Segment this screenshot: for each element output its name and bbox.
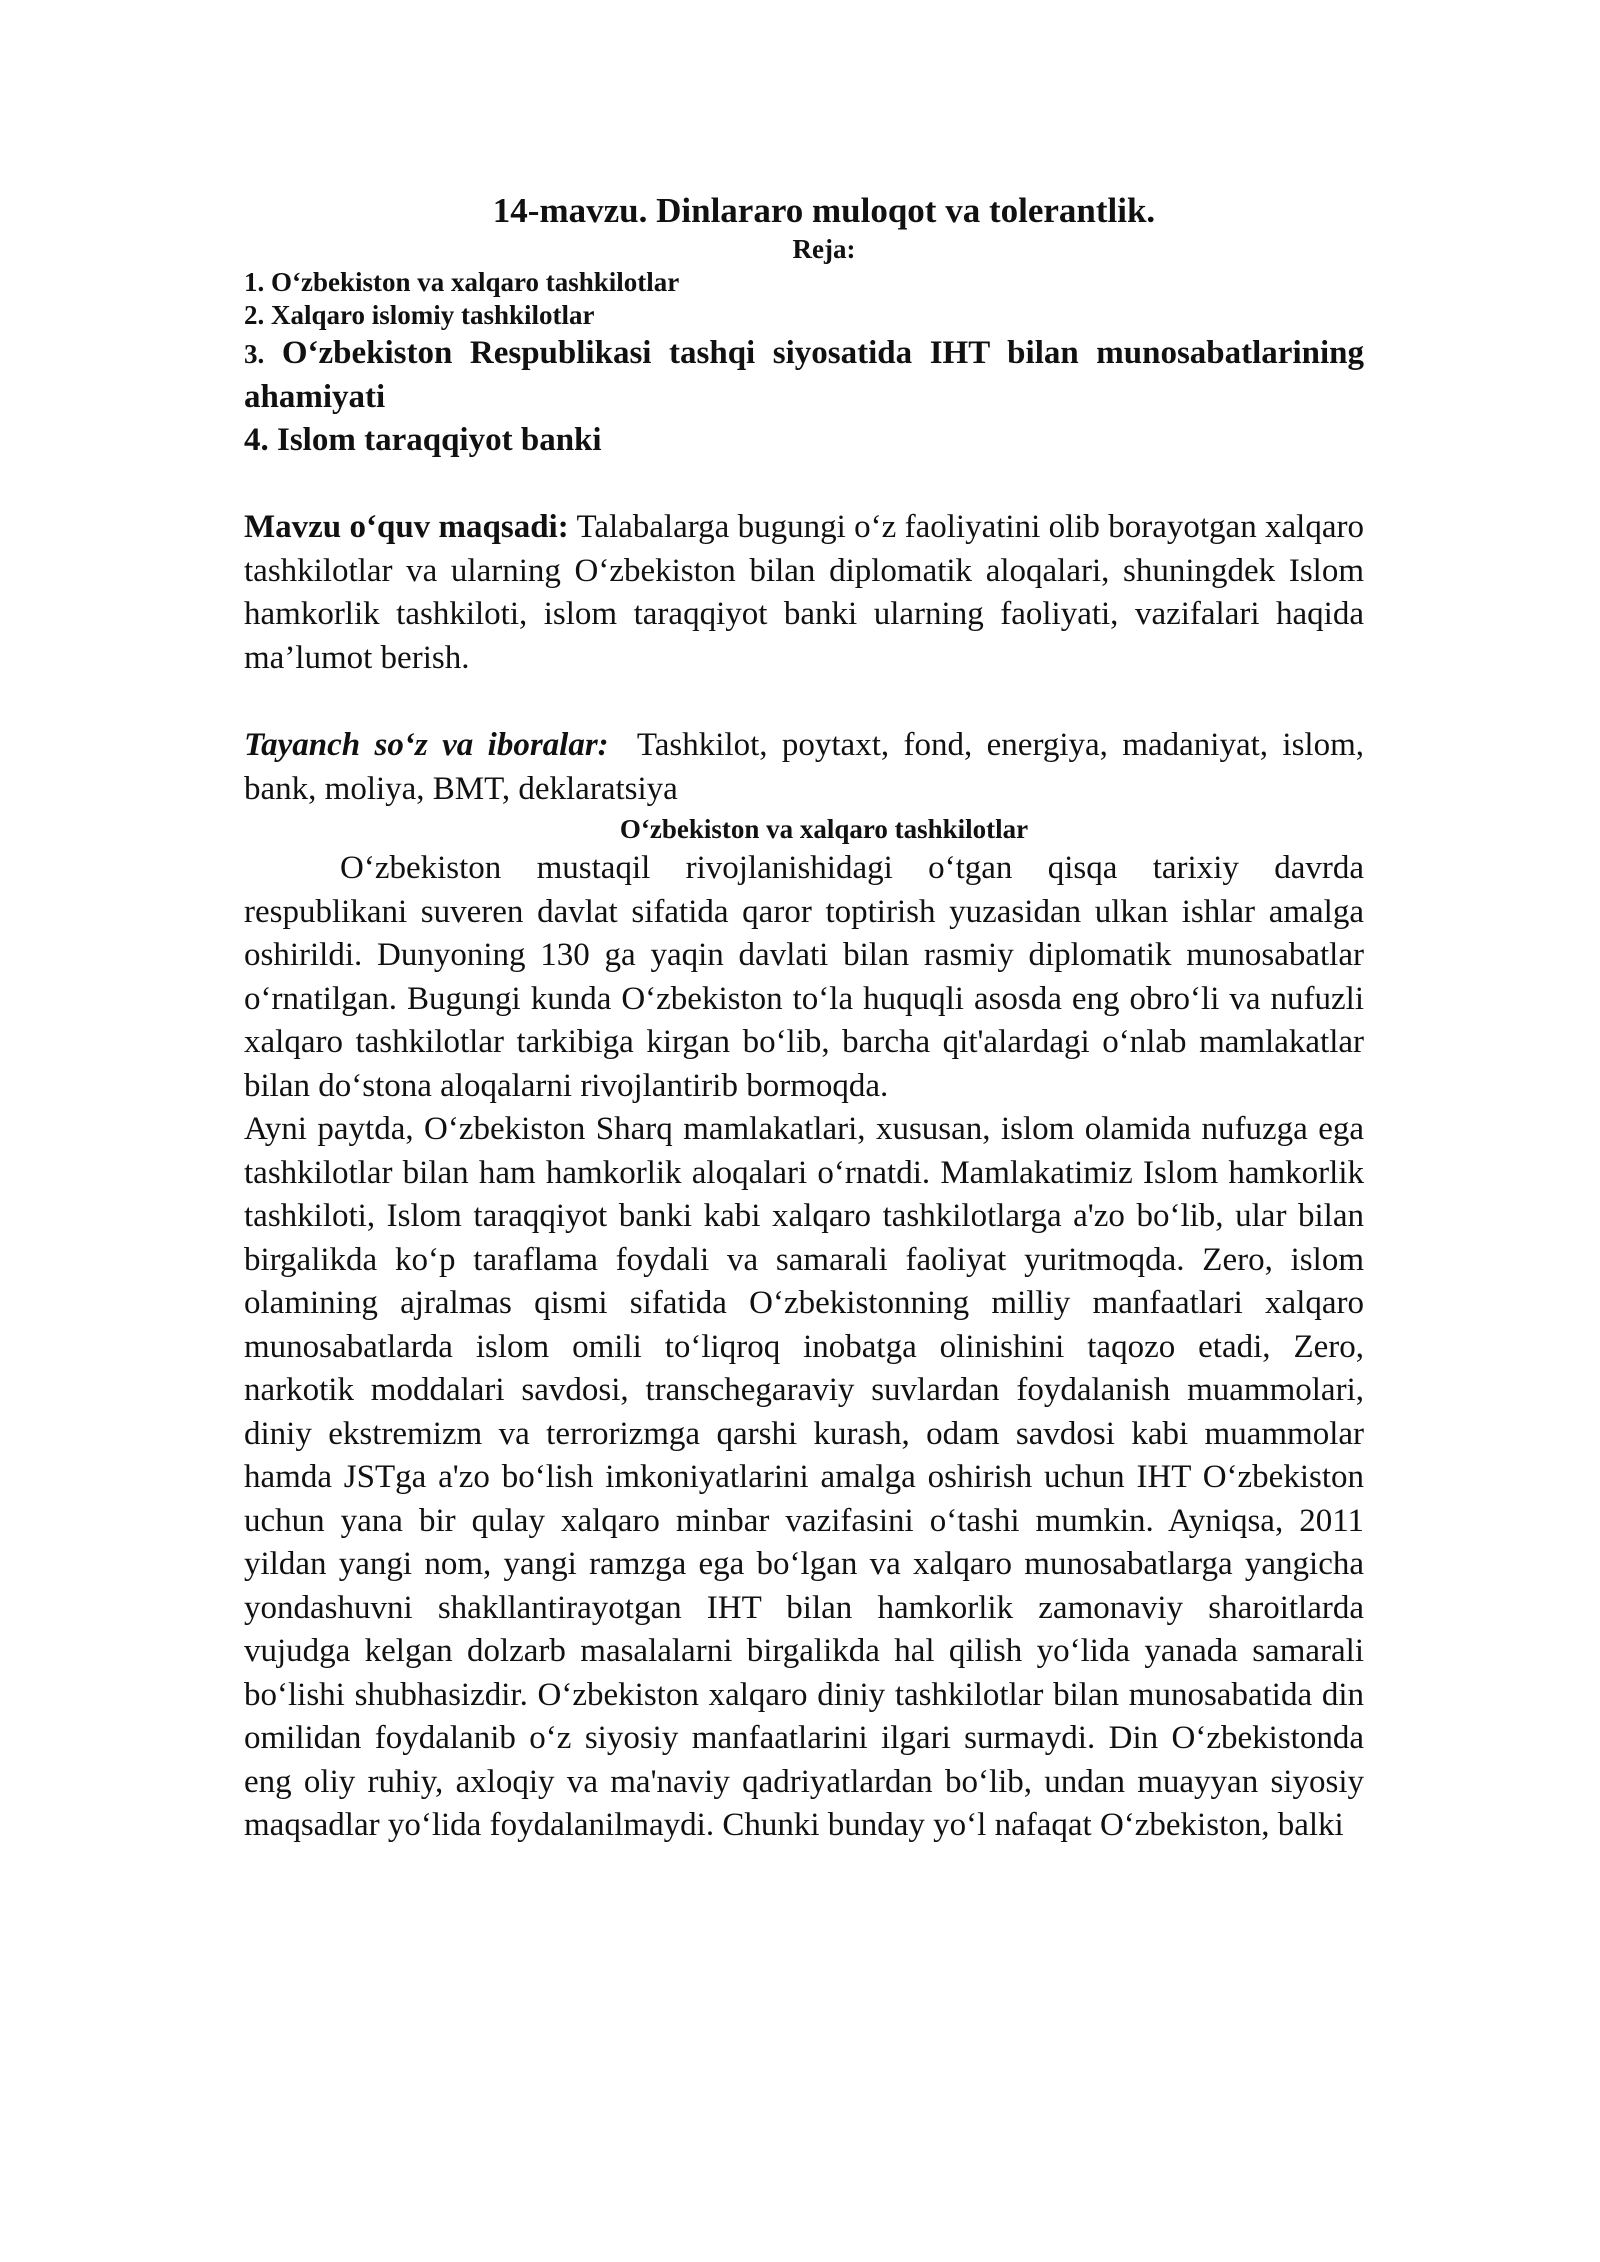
plan-item-3 — [244, 332, 1364, 419]
section-paragraph-1: O‘zbekiston mustaqil rivojlanishidagi o‘tgan qisqa tarixiy davrda respublikani suveren davlat sifatida qaror toptirish yuzasidan ulkan ishlar amalga oshirildi. Dunyoning 130 ga yaqin davlati bilan rasmiy diplomatik munosabatlar o‘rnatilgan. Bugungi kunda O‘zbekiston to‘la huquqli asosda eng obro‘li va nufuzli xalqaro tashkilotlar tarkibiga kirgan bo‘lib, barcha qit'alardagi o‘nlab mamlakatlar bilan do‘stona aloqalarni rivojlantirib bormoqda. — [244, 850, 1364, 1104]
lesson-goal-text: Talabalarga bugungi o‘z faoliyatini olib borayotgan xalqaro tashkilotlar va ularning O‘zbekiston bilan diplomatik aloqalari, shuningdek Islom hamkorlik tashkiloti, islom taraqqiyot banki ularning faoliyati, vazifalari haqida ma’lumot berish. — [244, 509, 1364, 676]
lesson-goal-label: Mavzu o‘quv maqsadi: — [244, 509, 569, 545]
keywords-text: Tashkilot, poytaxt, fond, energiya, madaniyat, islom, bank, moliya, BMT, deklaratsiya — [244, 727, 1365, 807]
keywords-label: Tayanch so‘z va iboralar: — [244, 727, 609, 763]
plan-item-4: 4. Islom taraqqiyot banki — [244, 422, 602, 458]
plan-item-2: 2. Xalqaro islomiy tashkilotlar — [244, 300, 595, 330]
plan-item-3-text: O‘zbekiston Respublikasi tashqi siyosatida IHT bilan munosabatlarining ahamiyati — [244, 335, 1365, 415]
document-title: 14-mavzu. Dinlararo muloqot va tolerantlik. — [492, 191, 1156, 230]
keywords — [244, 724, 1364, 811]
plan-item-1: 1. O‘zbekiston va xalqaro tashkilotlar — [244, 267, 680, 297]
plan-item-3-number: 3. — [244, 339, 265, 369]
section-paragraph-2: Ayni paytda, O‘zbekiston Sharq mamlakatlari, xususan, islom olamida nufuzga ega tashkilotlar bilan ham hamkorlik aloqalari o‘rnatdi. Mamlakatimiz Islom hamkorlik tashkiloti, Islom taraqqiyot banki kabi xalqaro tashkilotlarga a'zo bo‘lib, ular bilan birgalikda ko‘p taraflama foydali va samarali faoliyat yuritmoqda. Zero, islom olamining ajralmas qismi sifatida O‘zbekistonning milliy manfaatlari xalqaro munosabatlarda islom omili to‘liqroq inobatga olinishini taqozo etadi, Zero, narkotik moddalari savdosi, transchegaraviy suvlardan foydalanish muammolari, diniy ekstremizm va terrorizmga qarshi kurash, odam savdosi kabi muammolar hamda JSTga a'zo bo‘lish imkoniyatlarini amalga oshirish uchun IHT O‘zbekiston uchun yana bir qulay xalqaro minbar vazifasini o‘tashi mumkin. Ayniqsa, 2011 yildan yangi nom, yangi ramzga ega bo‘lgan va xalqaro munosabatlarga yangicha yondashuvni shakllantirayotgan IHT bilan hamkorlik zamonaviy sharoitlarda vujudga kelgan dolzarb masalalarni birgalikda hal qilish yo‘lida yanada samarali bo‘lishi shubhasizdir. O‘zbekiston xalqaro diniy tashkilotlar bilan munosabatida din omilidan foydalanib o‘z siyosiy manfaatlarini ilgari surmaydi. Din O‘zbekistonda eng oliy ruhiy, axloqiy va ma'naviy qadriyatlardan bo‘lib, undan muayyan siyosiy maqsadlar yo‘lida foydalanilmaydi. Chunki bunday yo‘l nafaqat O‘zbekiston, balki — [244, 1111, 1364, 1843]
lesson-goal — [244, 506, 1364, 680]
plan-label: Reja: — [792, 234, 856, 264]
section-title: O‘zbekiston va xalqaro tashkilotlar — [619, 814, 1029, 844]
document-page — [244, 190, 1364, 1848]
